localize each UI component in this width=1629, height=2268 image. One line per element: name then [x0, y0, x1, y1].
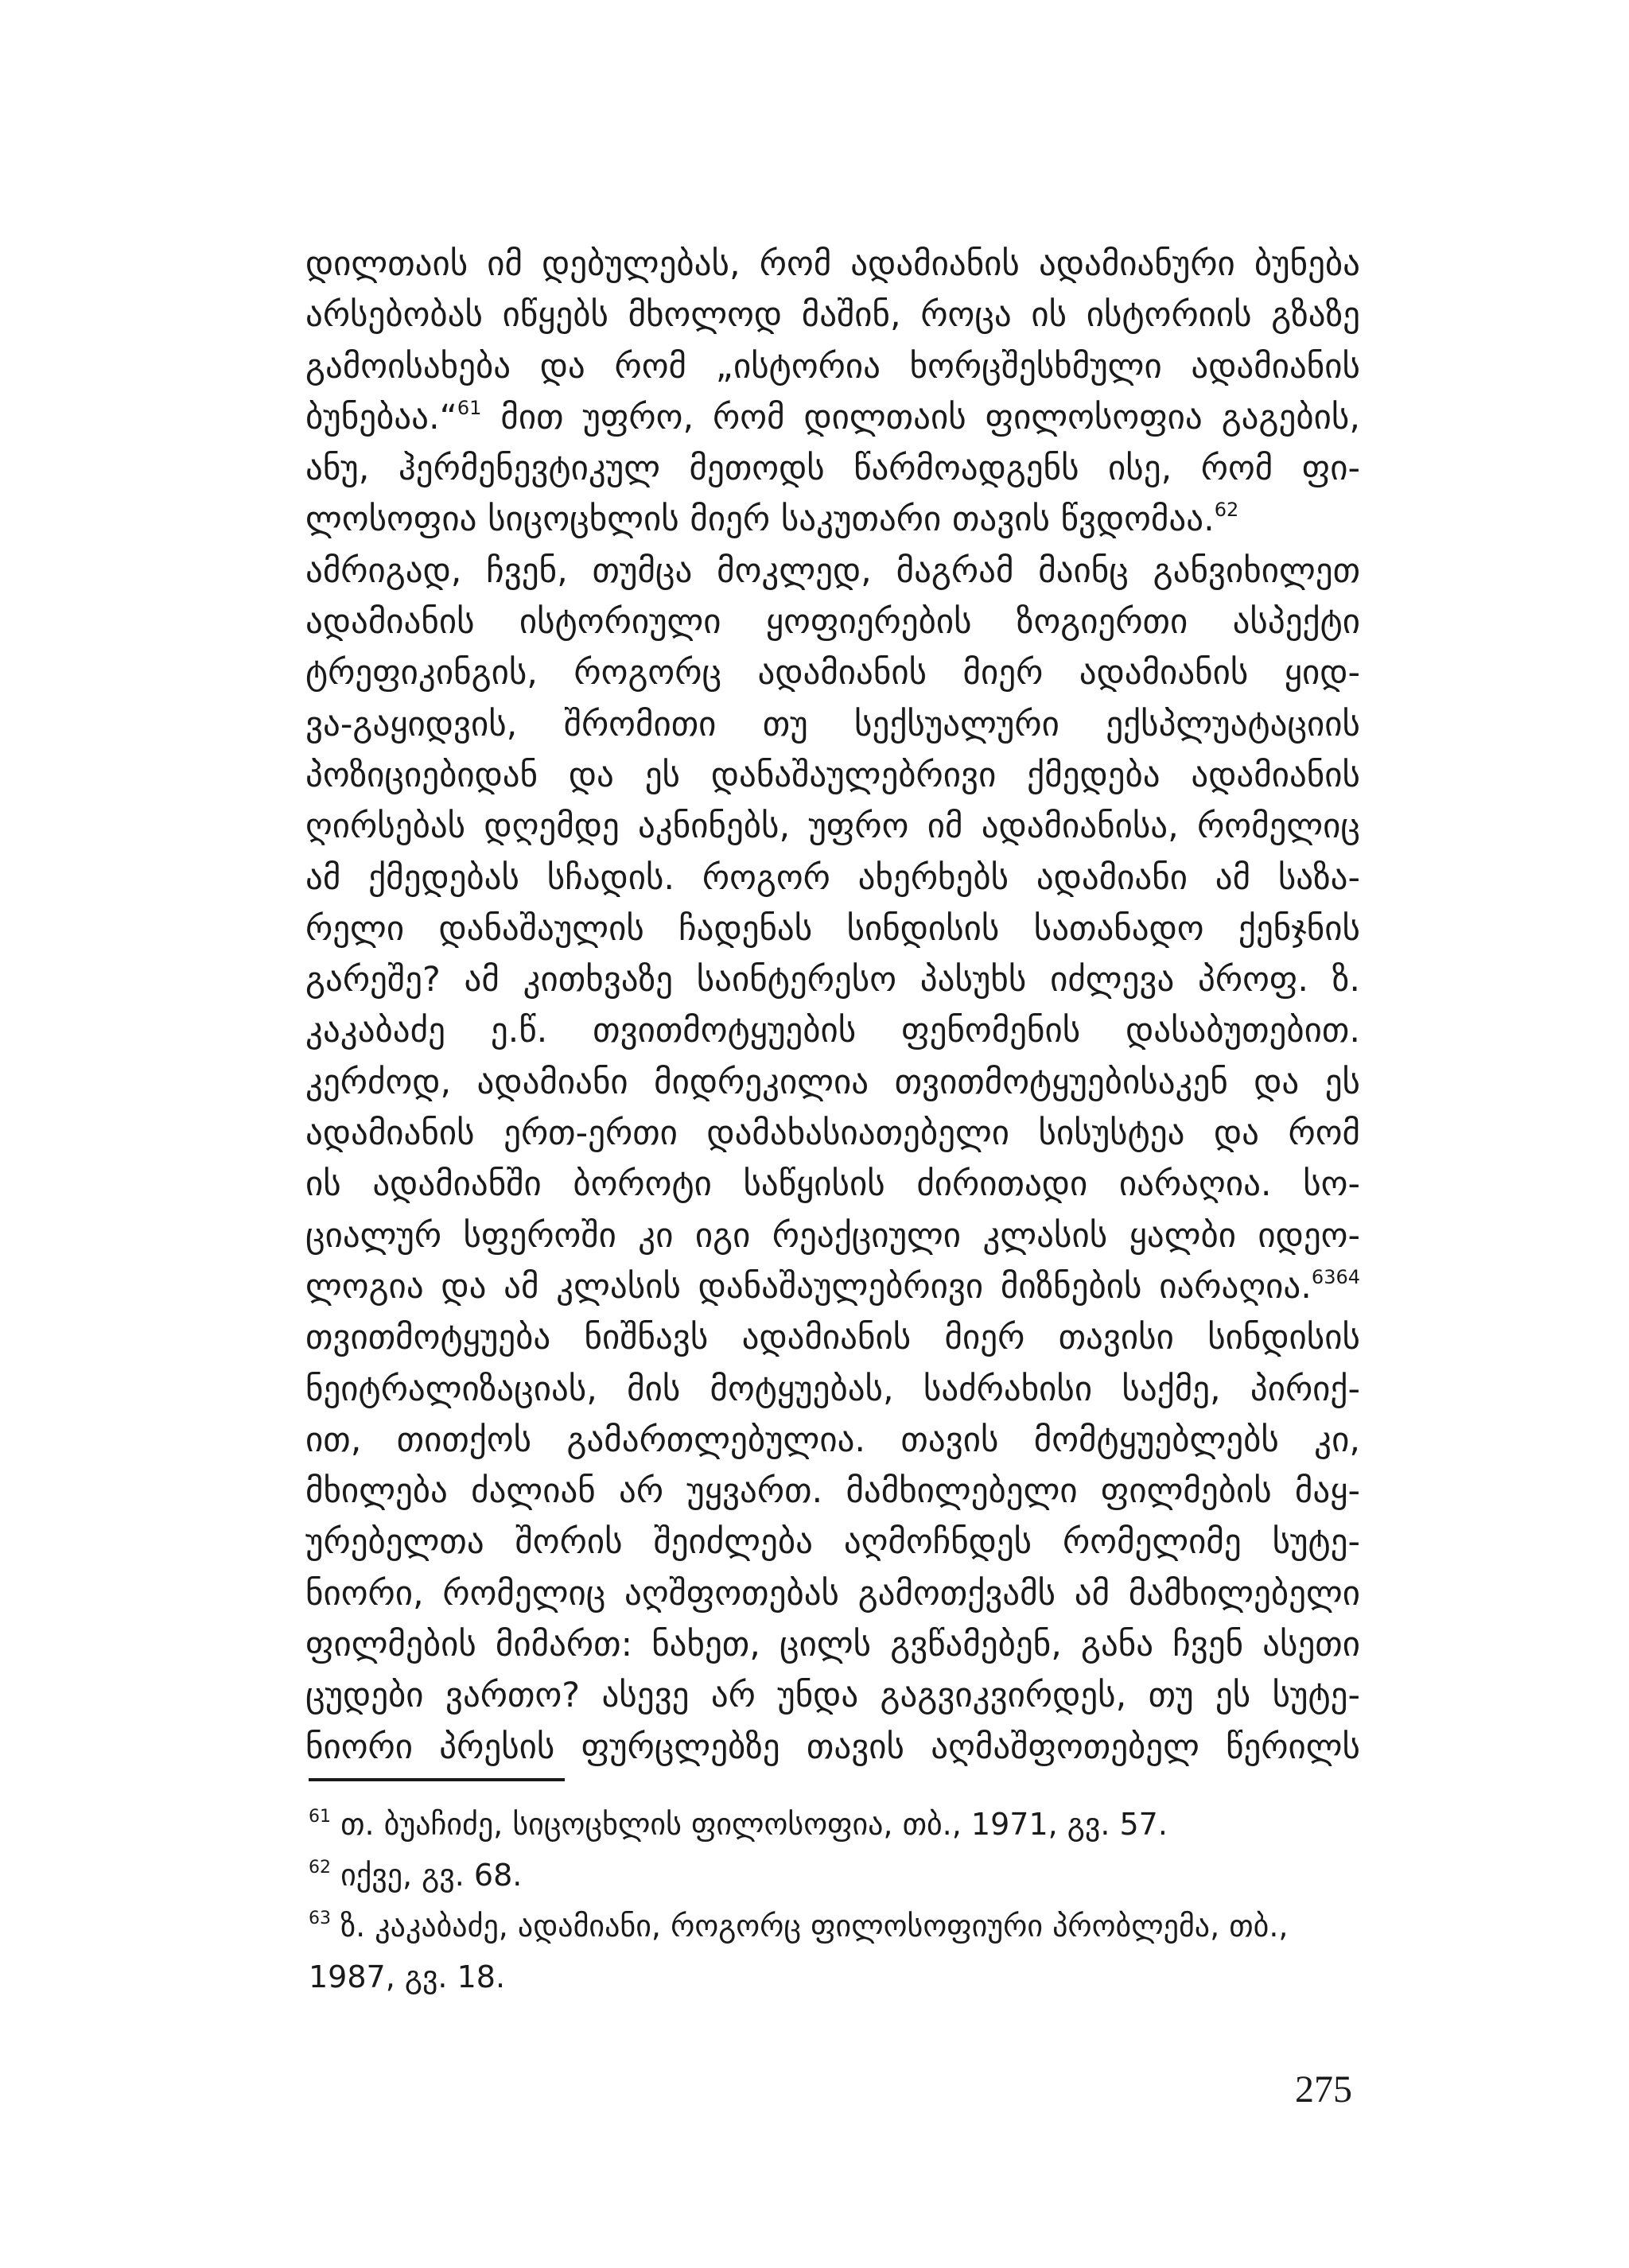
text-line: გამოისახება და რომ „ისტორია ხორცშესხმული ადამიანის	[305, 346, 1360, 386]
text-line: ით, თითქოს გამართლებულია. თავის მომტყუებლებს კი,	[305, 1419, 1360, 1460]
footnote	[309, 1799, 1363, 1850]
footnote-number: 62	[309, 1858, 331, 1878]
text-line: ნიორი პრესის ფურცლებზე თავის აღმაშფოთებელ წერილს	[305, 1726, 1360, 1767]
footnote-ref: 62	[1214, 499, 1239, 522]
footnote-number: 61	[309, 1807, 331, 1827]
line-text: მით უფრო, რომ დილთაის ფილოსოფია გაგების,	[481, 397, 1360, 437]
footnote	[309, 1951, 1363, 2002]
text-line: ვა-გაყიდვის, შრომითი თუ სექსუალური ექსპლუატაციის	[305, 704, 1360, 744]
footnote-text: იქვე, გვ. 68.	[331, 1858, 523, 1893]
line-text: ბუნებაა.“	[305, 397, 457, 437]
footnote-number: 63	[309, 1909, 331, 1928]
footnote-text: თ. ბუაჩიძე, სიცოცხლის ფილოსოფია, თბ., 1971, გვ. 57.	[331, 1807, 1168, 1842]
text-line: დილთაის იმ დებულებას, რომ ადამიანის ადამიანური ბუნება	[305, 244, 1360, 284]
text-line: ცუდები ვართო? ასევე არ უნდა გაგვიკვირდეს, თუ ეს სუტე-	[305, 1676, 1360, 1716]
text-line: კაკაბაძე ე.წ. თვითმოტყუების ფენომენის დასაბუთებით.	[305, 1011, 1360, 1051]
page-number: 275	[1295, 2068, 1352, 2111]
footnote-text: 1987, გვ. 18.	[309, 1959, 506, 1994]
text-line: ღირსებას დღემდე აკნინებს, უფრო იმ ადამიანისა, რომელიც	[305, 806, 1360, 847]
footnote-separator	[309, 1778, 565, 1781]
text-line: ამრიგად, ჩვენ, თუმცა მოკლედ, მაგრამ მაინც განვიხილეთ	[305, 550, 1360, 591]
footnotes	[309, 1799, 1363, 2002]
text-line: რელი დანაშაულის ჩადენას სინდისის სათანადო ქენჯნის	[305, 908, 1360, 949]
text-line: ის ადამიანში ბოროტი საწყისის ძირითადი იარაღია. სო-	[305, 1164, 1360, 1205]
text-line: პოზიციებიდან და ეს დანაშაულებრივი ქმედება ადამიანის	[305, 755, 1360, 795]
text-line: ნეიტრალიზაციას, მის მოტყუებას, საძრახისი საქმე, პირიქ-	[305, 1369, 1360, 1409]
footnote-ref: 61	[457, 396, 482, 419]
text-line: თვითმოტყუება ნიშნავს ადამიანის მიერ თავისი სინდისის	[305, 1318, 1360, 1358]
text-line: კერძოდ, ადამიანი მიდრეკილია თვითმოტყუებისაკენ და ეს	[305, 1062, 1360, 1102]
line-text: ლოგია და ამ კლასის დანაშაულებრივი მიზნების იარაღია.	[305, 1266, 1312, 1307]
text-line	[305, 494, 1360, 545]
main-text	[305, 239, 1360, 1773]
text-line: ციალურ სფეროში კი იგი რეაქციული კლასის ყალბი იდეო-	[305, 1215, 1360, 1256]
text-line: ურებელთა შორის შეიძლება აღმოჩნდეს რომელიმე სუტე-	[305, 1522, 1360, 1563]
footnote	[309, 1901, 1363, 1951]
text-line: ტრეფიკინგის, როგორც ადამიანის მიერ ადამიანის ყიდ-	[305, 653, 1360, 693]
text-line: ადამიანის ისტორიული ყოფიერების ზოგიერთი ასპექტი	[305, 602, 1360, 643]
text-line: ნიორი, რომელიც აღშფოთებას გამოთქვამს ამ მამხილებელი	[305, 1573, 1360, 1614]
text-line: გარეშე? ამ კითხვაზე საინტერესო პასუხს იძლევა პროფ. ზ.	[305, 960, 1360, 1000]
text-line: ანუ, ჰერმენევტიკულ მეთოდს წარმოადგენს ისე, რომ ფი-	[305, 449, 1360, 489]
footnote	[309, 1850, 1363, 1901]
text-line: ამ ქმედებას სჩადის. როგორ ახერხებს ადამიანი ამ საზა-	[305, 857, 1360, 898]
text-line: ადამიანის ერთ-ერთი დამახასიათებელი სისუსტეა და რომ	[305, 1113, 1360, 1154]
text-line: არსებობას იწყებს მხოლოდ მაშინ, როცა ის ისტორიის გზაზე	[305, 295, 1360, 336]
footnote-text: ზ. კაკაბაძე, ადამიანი, როგორც ფილოსოფიური პრობლემა, თბ.,	[331, 1909, 1289, 1944]
footnote-ref: 6364	[1311, 1265, 1360, 1288]
text-line	[305, 392, 1360, 443]
line-text: ლოსოფია სიცოცხლის მიერ საკუთარი თავის წვდომაა.	[305, 499, 1215, 540]
text-line: მხილება ძალიან არ უყვართ. მამხილებელი ფილმების მაყ-	[305, 1471, 1360, 1512]
text-line	[305, 1261, 1360, 1312]
text-line: ფილმების მიმართ: ნახეთ, ცილს გვწამებენ, განა ჩვენ ასეთი	[305, 1625, 1360, 1665]
